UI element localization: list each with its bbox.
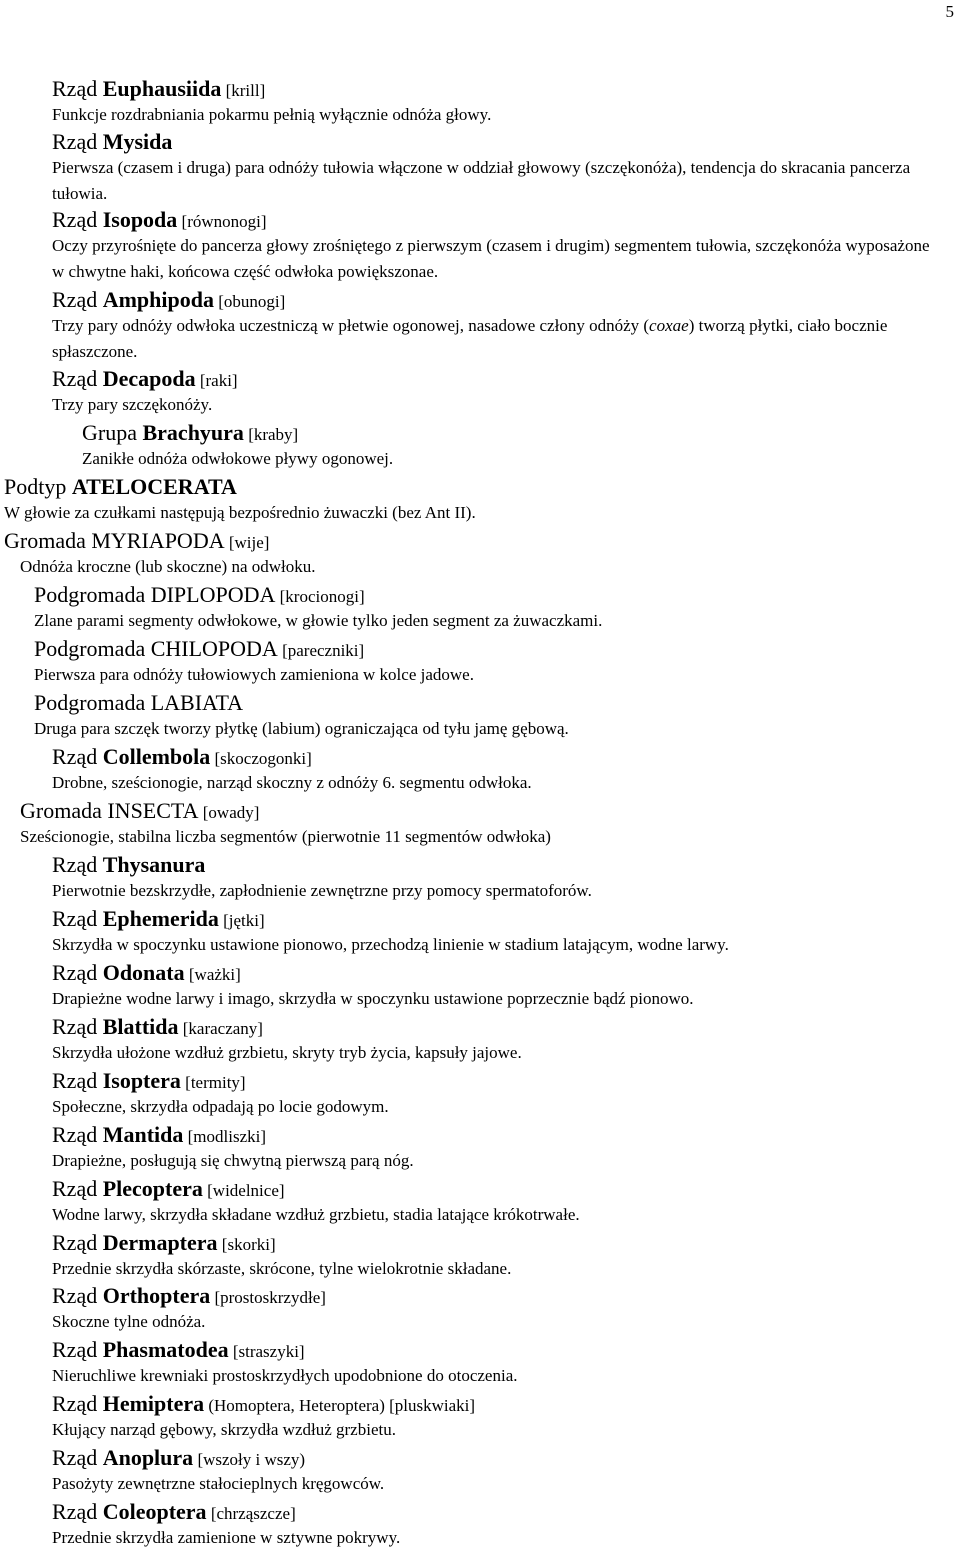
taxon-description: Zlane parami segmenty odwłokowe, w głowie tylko jeden segment za żuwaczkami.: [34, 611, 603, 630]
taxon-common-name: [ważki]: [184, 965, 241, 984]
taxon-common-name: [wszoły i wszy): [193, 1450, 306, 1469]
taxon-heading: [34, 690, 960, 715]
taxon-description: Drobne, sześcionogie, narząd skoczny z odnóży 6. segmentu odwłoka.: [52, 773, 532, 792]
taxon-common-name: [krocionogi]: [275, 587, 365, 606]
taxon-rank: Rząd: [52, 1499, 103, 1524]
taxon-rank: Rząd: [52, 366, 103, 391]
taxon-heading: [4, 528, 960, 555]
taxon-rank: Podgromada: [34, 690, 151, 715]
taxon-description: Funkcje rozdrabniania pokarmu pełnią wyłącznie odnóża głowy.: [52, 105, 492, 124]
taxon-heading: [52, 744, 960, 771]
taxon-heading: [34, 636, 960, 663]
taxon-heading: [4, 474, 960, 499]
taxon-name: DIPLOPODA: [150, 582, 276, 607]
taxon-rank: Rząd: [52, 906, 103, 931]
taxon-heading: [52, 1122, 960, 1149]
taxon-rank: Rząd: [52, 1283, 103, 1308]
taxon-name: LABIATA: [150, 690, 244, 715]
taxon-name: Blattida: [102, 1014, 179, 1039]
taxon-heading: [52, 287, 960, 314]
taxon-name: CHILOPODA: [150, 636, 278, 661]
latin-term: coxae: [649, 316, 689, 335]
taxon-common-name: [skoczogonki]: [210, 749, 312, 768]
taxon-heading: [52, 76, 960, 103]
taxon-heading: [52, 906, 960, 933]
taxon-rank: Rząd: [52, 1337, 103, 1362]
taxon-description: Skrzydła w spoczynku ustawione pionowo, przechodzą linienie w stadium latającym, wodne larwy.: [52, 935, 729, 954]
taxon-rank: Rząd: [52, 287, 103, 312]
taxon-description: Trzy pary odnóży odwłoka uczestniczą w płetwie ogonowej, nasadowe człony odnóży (coxae) tworzą płytki, ciało bocznie spłaszczone.: [52, 316, 888, 361]
taxon-description: Skrzydła ułożone wzdłuż grzbietu, skryty tryb życia, kapsuły jajowe.: [52, 1043, 522, 1062]
taxon-common-name: [karaczany]: [178, 1019, 263, 1038]
taxon-name: Dermaptera: [102, 1230, 218, 1255]
taxon-name: ATELOCERATA: [71, 474, 237, 499]
taxon-name: Isopoda: [102, 207, 178, 232]
taxon-description: Oczy przyrośnięte do pancerza głowy zrośniętego z pierwszym (czasem i drugim) segmentem tułowia, szczękonóża wyposażone w chwytne haki, końcowa część odwłoka powiększonae.: [52, 236, 930, 281]
taxon-name: Thysanura: [102, 852, 206, 877]
taxon-rank: Rząd: [52, 744, 103, 769]
taxon-heading: [82, 420, 960, 447]
taxon-rank: Rząd: [52, 1230, 103, 1255]
taxon-description: Przednie skrzydła skórzaste, skrócone, tylne wielokrotnie składane.: [52, 1259, 512, 1278]
taxon-name: Collembola: [102, 744, 211, 769]
taxon-description: Wodne larwy, skrzydła składane wzdłuż grzbietu, stadia latające krókotrwałe.: [52, 1205, 580, 1224]
taxon-name: Isoptera: [102, 1068, 181, 1093]
taxon-heading: [20, 798, 960, 825]
taxon-heading: [52, 1176, 960, 1203]
taxon-description: Odnóża kroczne (lub skoczne) na odwłoku.: [20, 557, 316, 576]
taxon-heading: [52, 1445, 960, 1472]
taxon-description: Pierwotnie bezskrzydłe, zapłodnienie zewnętrzne przy pomocy spermatoforów.: [52, 881, 592, 900]
taxon-rank: Rząd: [52, 1391, 103, 1416]
taxon-rank: Rząd: [52, 207, 103, 232]
taxon-common-name: [parecznikі]: [277, 641, 365, 660]
taxon-name: Coleoptera: [102, 1499, 207, 1524]
taxon-name: Euphausiida: [102, 76, 222, 101]
taxon-common-name: [prostoskrzydłe]: [210, 1288, 326, 1307]
taxon-rank: Rząd: [52, 1445, 103, 1470]
taxon-heading: [52, 852, 960, 877]
taxon-rank: Rząd: [52, 1014, 103, 1039]
taxon-name: Hemiptera: [102, 1391, 205, 1416]
taxon-rank: Rząd: [52, 76, 103, 101]
page-number: 5: [945, 2, 954, 21]
taxon-common-name: [widelnice]: [202, 1181, 285, 1200]
taxon-common-name: [owady]: [198, 803, 260, 822]
taxon-description: Trzy pary szczękonóży.: [52, 395, 213, 414]
taxon-name: Decapoda: [102, 366, 196, 391]
taxon-heading: [52, 1230, 960, 1257]
taxon-name: Mysida: [102, 129, 173, 154]
taxon-description: W głowie za czułkami następują bezpośrednio żuwaczki (bez Ant II).: [4, 503, 476, 522]
taxon-heading: [52, 366, 960, 393]
taxon-heading: [52, 1337, 960, 1364]
taxon-common-name: (Homoptera, Heteroptera) [pluskwiaki]: [204, 1396, 476, 1415]
taxon-description: Druga para szczęk tworzy płytkę (labium) ograniczająca od tyłu jamę gębową.: [34, 719, 569, 738]
taxon-heading: [52, 207, 960, 234]
taxon-common-name: [raki]: [195, 371, 238, 390]
taxon-description: Drapieżne wodne larwy i imago, skrzydła w spoczynku ustawione poprzecznie bądź pionowo.: [52, 989, 694, 1008]
taxon-rank: Rząd: [52, 960, 103, 985]
taxon-common-name: [krill]: [221, 81, 266, 100]
taxon-common-name: [jętki]: [218, 911, 265, 930]
taxon-rank: Rząd: [52, 129, 103, 154]
taxon-description: Zanikłe odnóża odwłokowe pływy ogonowej.: [82, 449, 394, 468]
taxon-common-name: [obunogi]: [213, 292, 286, 311]
taxon-common-name: [kraby]: [243, 425, 299, 444]
taxon-name: Ephemerida: [102, 906, 219, 931]
taxon-description: Społeczne, skrzydła odpadają po locie godowym.: [52, 1097, 389, 1116]
taxon-heading: [52, 960, 960, 987]
taxon-heading: [34, 582, 960, 609]
taxon-description: Nieruchliwe krewniaki prostoskrzydłych upodobnione do otoczenia.: [52, 1366, 518, 1385]
taxon-common-name: [chrząszcze]: [206, 1504, 296, 1523]
taxon-description: Pierwsza para odnóży tułowiowych zamieniona w kolce jadowe.: [34, 665, 474, 684]
taxon-name: Orthoptera: [102, 1283, 211, 1308]
taxon-heading: [52, 1068, 960, 1095]
taxon-description: Pierwsza (czasem i druga) para odnóży tułowia włączone w oddział głowowy (szczękonóża), tendencja do skracania pancerza tułowia.: [52, 158, 911, 203]
taxon-name: Phasmatodea: [102, 1337, 229, 1362]
taxon-name: Odonata: [102, 960, 185, 985]
taxon-name: MYRIAPODA: [91, 528, 225, 553]
taxon-common-name: [modliszki]: [183, 1127, 267, 1146]
taxon-common-name: [równonogi]: [177, 212, 267, 231]
taxon-heading: [52, 1283, 960, 1310]
taxon-name: Mantida: [102, 1122, 184, 1147]
taxon-name: Amphipoda: [102, 287, 214, 312]
taxon-description: Drapieżne, posługują się chwytną pierwszą parą nóg.: [52, 1151, 414, 1170]
taxon-common-name: [straszyki]: [228, 1342, 305, 1361]
taxon-name: Plecoptera: [102, 1176, 203, 1201]
taxon-common-name: [skorki]: [217, 1235, 276, 1254]
taxon-rank: Rząd: [52, 1122, 103, 1147]
taxon-rank: Gromada: [20, 798, 108, 823]
taxon-description: Pasożyty zewnętrzne stałocieplnych kręgowców.: [52, 1474, 385, 1493]
taxon-heading: [52, 129, 960, 154]
taxon-name: Brachyura: [142, 420, 244, 445]
taxon-name: INSECTA: [107, 798, 199, 823]
taxon-heading: [52, 1391, 960, 1418]
taxon-description: Kłujący narząd gębowy, skrzydła wzdłuż grzbietu.: [52, 1420, 396, 1439]
taxon-description: Skoczne tylne odnóża.: [52, 1312, 206, 1331]
taxon-rank: Grupa: [82, 420, 143, 445]
taxon-common-name: [wije]: [224, 533, 270, 552]
taxon-description: Przednie skrzydła zamienione w sztywne pokrywy.: [52, 1528, 401, 1547]
taxon-heading: [52, 1014, 960, 1041]
taxon-common-name: [termity]: [180, 1073, 246, 1092]
taxon-rank: Podgromada: [34, 582, 151, 607]
taxon-rank: Gromada: [4, 528, 92, 553]
taxon-rank: Rząd: [52, 1176, 103, 1201]
taxon-heading: [52, 1499, 960, 1526]
taxon-rank: Podgromada: [34, 636, 151, 661]
taxon-rank: Rząd: [52, 1068, 103, 1093]
taxon-rank: Rząd: [52, 852, 103, 877]
taxon-description: Sześcionogie, stabilna liczba segmentów (pierwotnie 11 segmentów odwłoka): [20, 827, 551, 846]
taxon-name: Anoplura: [102, 1445, 194, 1470]
taxon-rank: Podtyp: [4, 474, 72, 499]
